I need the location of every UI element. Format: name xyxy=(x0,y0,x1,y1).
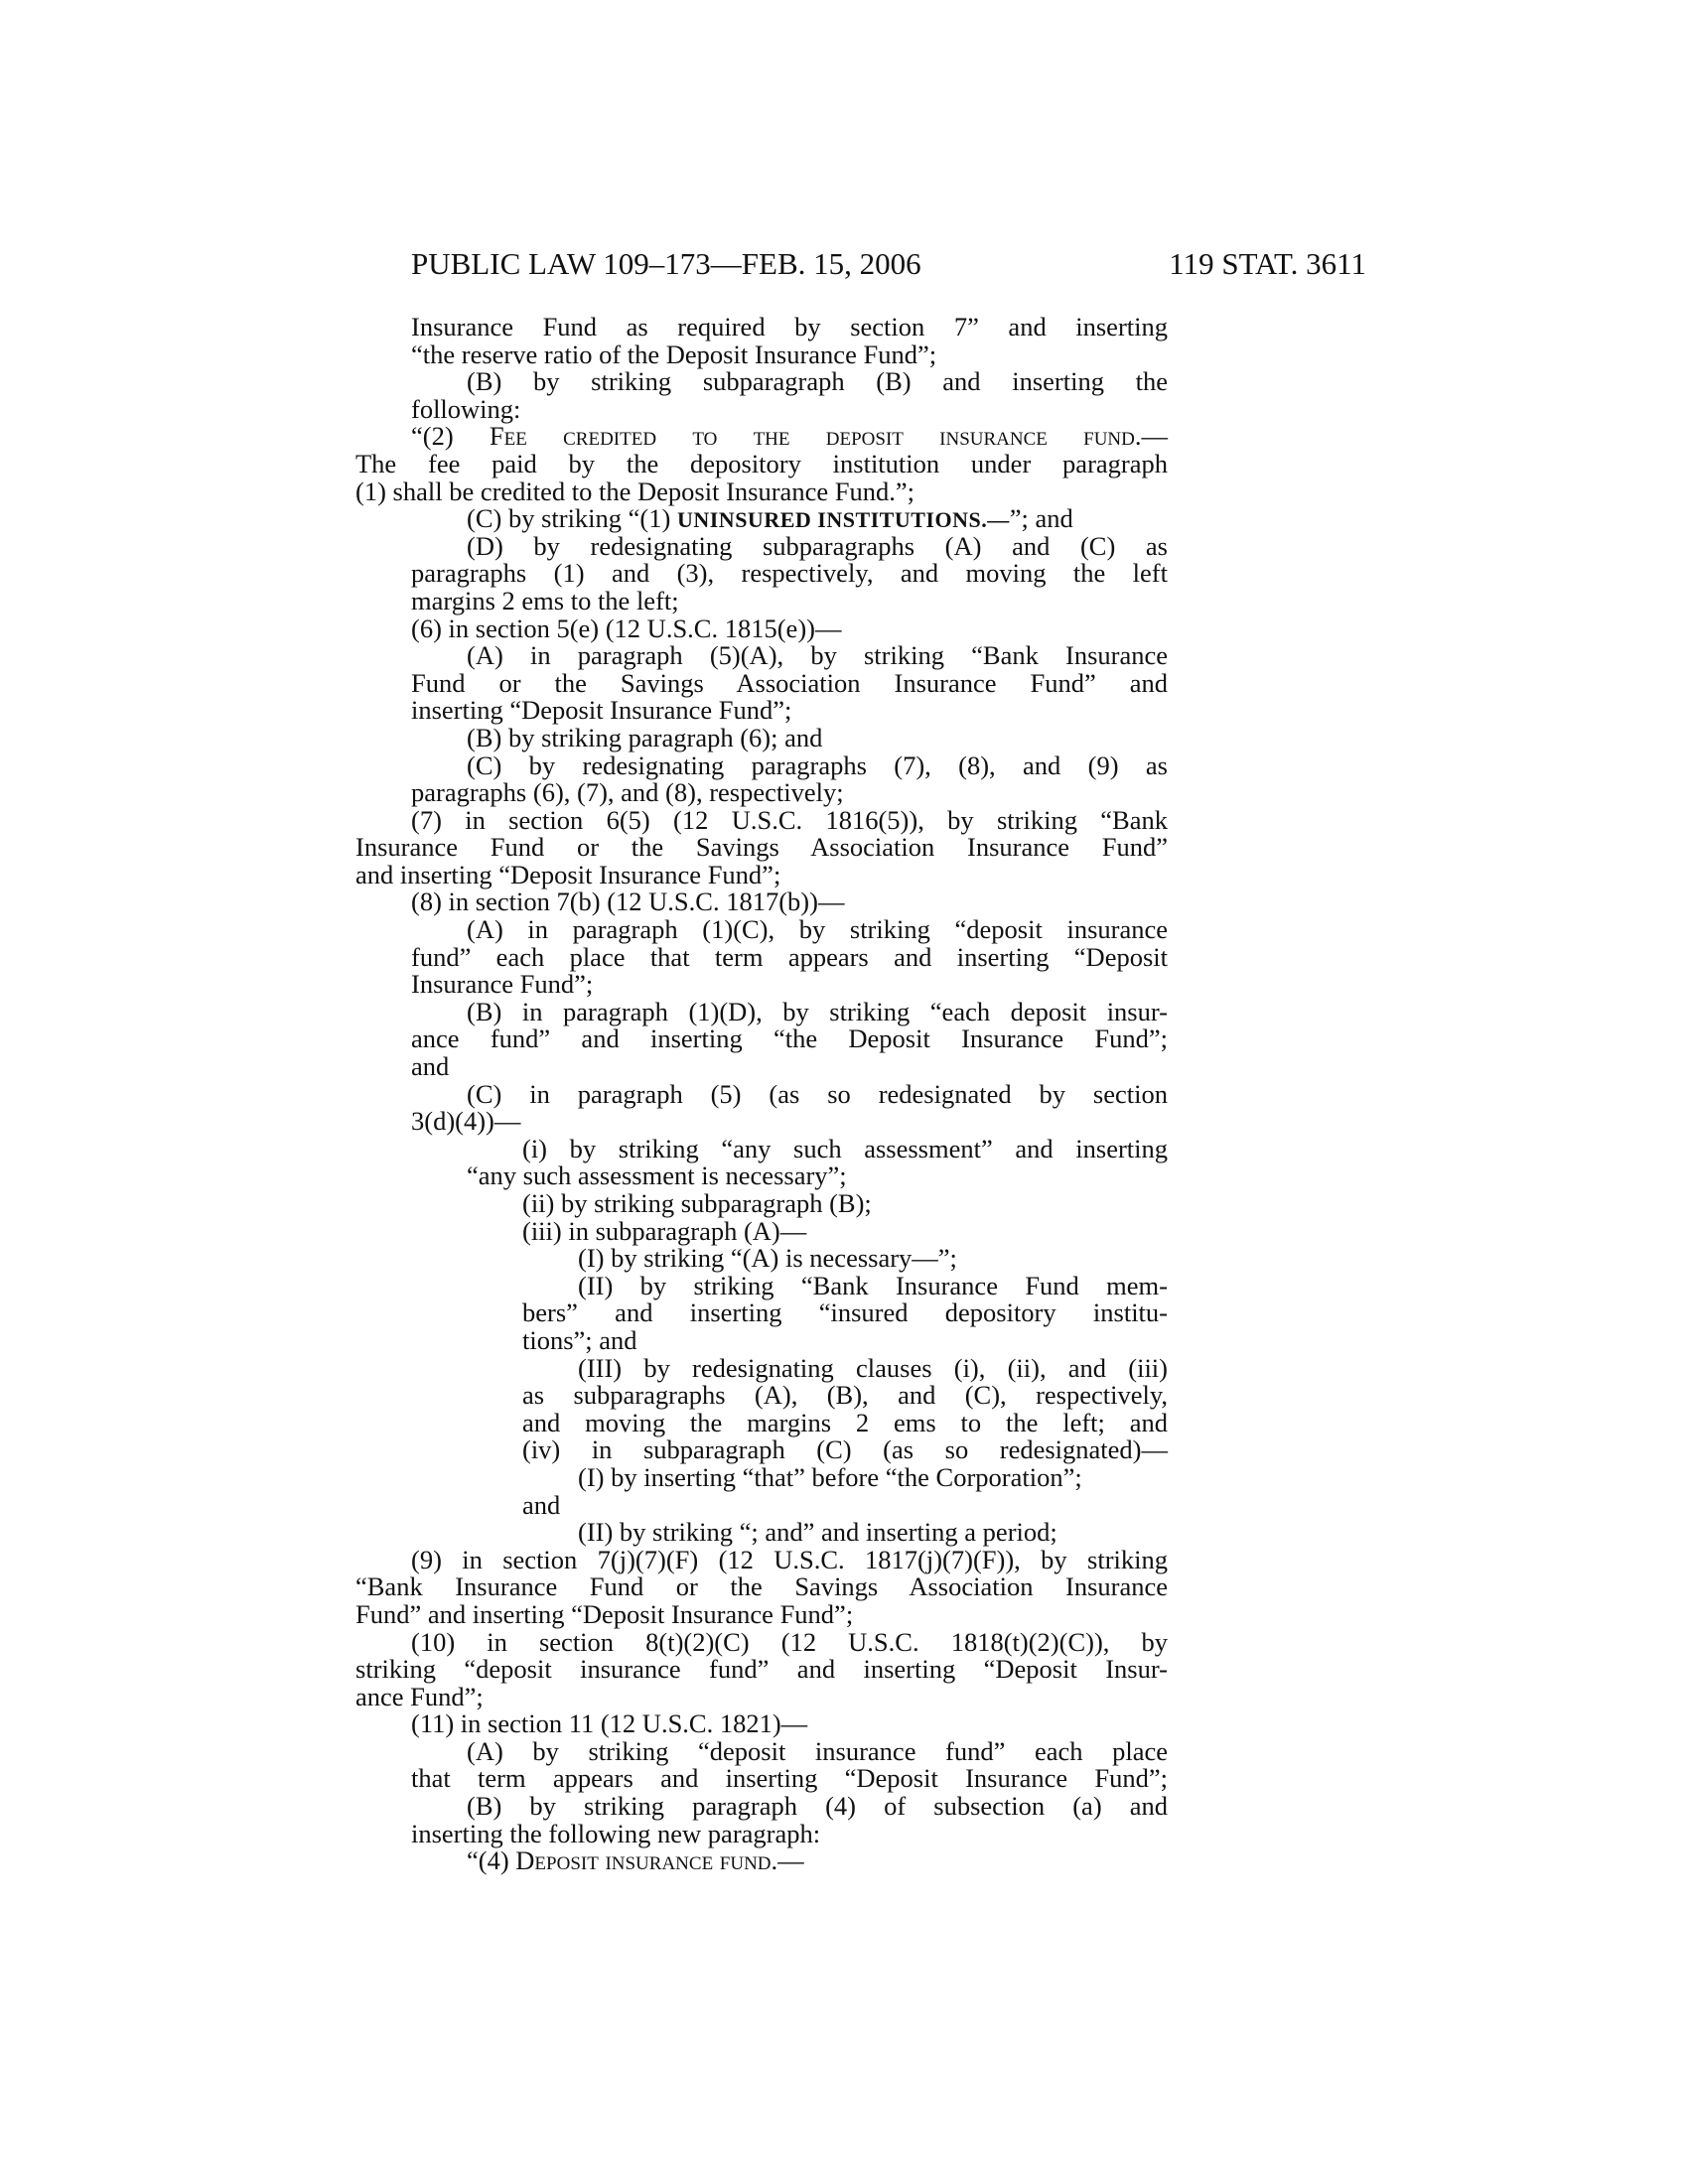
text-line: and xyxy=(411,1051,450,1082)
text-line: (B) by striking subparagraph (B) and inserting the xyxy=(467,366,1168,397)
text-line: (A) in paragraph (1)(C), by striking “deposit insurance xyxy=(467,914,1168,945)
text-line: (D) by redesignating subparagraphs (A) and (C) as xyxy=(467,530,1168,561)
text-line: (iii) in subparagraph (A)— xyxy=(522,1215,807,1246)
text-line: paragraphs (1) and (3), respectively, and moving the left xyxy=(411,558,1168,589)
text-line: (9) in section 7(j)(7)(F) (12 U.S.C. 1817(j)(7)(F)), by striking xyxy=(411,1544,1168,1574)
text-line: and moving the margins 2 ems to the left; and xyxy=(522,1407,1168,1437)
text-line: “any such assessment is necessary”; xyxy=(467,1160,847,1191)
text-line: Insurance Fund”; xyxy=(411,969,594,1000)
text-line: (II) by striking “Bank Insurance Fund mem- xyxy=(578,1270,1168,1300)
text-line: (iv) in subparagraph (C) (as so redesignated)— xyxy=(522,1434,1168,1465)
text-line: (8) in section 7(b) (12 U.S.C. 1817(b))— xyxy=(411,887,845,917)
statute-page-number: 119 STAT. 3611 xyxy=(1169,246,1366,281)
text-line: (6) in section 5(e) (12 U.S.C. 1815(e))— xyxy=(411,613,842,643)
text-line: Insurance Fund or the Savings Association Insurance Fund” xyxy=(355,832,1168,863)
text-line: margins 2 ems to the left; xyxy=(411,585,679,615)
text-line: (11) in section 11 (12 U.S.C. 1821)— xyxy=(411,1708,808,1739)
text-line: ance Fund”; xyxy=(355,1681,484,1711)
text-line: (C) by striking “(1) UNINSURED INSTITUTIONS.—”; and xyxy=(467,503,1073,534)
running-head: PUBLIC LAW 109–173—FEB. 15, 2006 xyxy=(411,246,921,281)
text-line: (B) in paragraph (1)(D), by striking “each deposit insur- xyxy=(467,996,1168,1026)
text-line: (B) by striking paragraph (6); and xyxy=(467,722,823,752)
text-line: “Bank Insurance Fund or the Savings Association Insurance xyxy=(355,1571,1168,1602)
text-line: Fund” and inserting “Deposit Insurance Fund”; xyxy=(355,1598,854,1629)
text-line: (III) by redesignating clauses (i), (ii), and (iii) xyxy=(578,1352,1168,1383)
text-line: (I) by inserting “that” before “the Corporation”; xyxy=(578,1461,1082,1492)
text-line: fund” each place that term appears and inserting “Deposit xyxy=(411,941,1168,972)
page-header xyxy=(411,244,1366,284)
text-line: inserting “Deposit Insurance Fund”; xyxy=(411,695,792,726)
text-line: (B) by striking paragraph (4) of subsection (a) and xyxy=(467,1791,1168,1822)
text-line: and xyxy=(522,1489,561,1520)
text-line: ance fund” and inserting “the Deposit Insurance Fund”; xyxy=(411,1024,1168,1054)
text-line: Insurance Fund as required by section 7” and inserting xyxy=(411,312,1168,341)
text-line: (1) shall be credited to the Deposit Insurance Fund.”; xyxy=(355,476,914,506)
text-line: (C) in paragraph (5) (as so redesignated by section xyxy=(467,1078,1168,1109)
text-line: that term appears and inserting “Deposit Insurance Fund”; xyxy=(411,1763,1168,1794)
statute-text xyxy=(355,314,1168,1875)
text-line: striking “deposit insurance fund” and inserting “Deposit Insur- xyxy=(355,1654,1168,1685)
text-line: (i) by striking “any such assessment” and inserting xyxy=(522,1133,1168,1163)
text-line: (C) by redesignating paragraphs (7), (8), and (9) as xyxy=(467,750,1168,780)
text-line: as subparagraphs (A), (B), and (C), respectively, xyxy=(522,1380,1168,1411)
text-line: tions”; and xyxy=(522,1324,637,1355)
text-line: (ii) by striking subparagraph (B); xyxy=(522,1188,872,1218)
text-line: “(4) Deposit insurance fund.— xyxy=(467,1845,804,1876)
text-line: “the reserve ratio of the Deposit Insurance Fund”; xyxy=(411,339,937,369)
text-line: bers” and inserting “insured depository institu- xyxy=(522,1297,1168,1328)
text-line: “(2) Fee credited to the deposit insurance fund.— xyxy=(411,421,1168,452)
text-line: (A) in paragraph (5)(A), by striking “Bank Insurance xyxy=(467,640,1168,671)
text-line: (A) by striking “deposit insurance fund” each place xyxy=(467,1735,1168,1766)
text-line: (I) by striking “(A) is necessary—”; xyxy=(578,1243,957,1274)
text-line: (II) by striking “; and” and inserting a period; xyxy=(578,1517,1057,1548)
text-line: 3(d)(4))— xyxy=(411,1106,521,1137)
text-line: The fee paid by the depository institution under paragraph xyxy=(355,448,1168,478)
text-line: (10) in section 8(t)(2)(C) (12 U.S.C. 1818(t)(2)(C)), by xyxy=(411,1626,1168,1657)
text-line: following: xyxy=(411,393,521,424)
text-line: and inserting “Deposit Insurance Fund”; xyxy=(355,859,781,889)
text-line: inserting the following new paragraph: xyxy=(411,1818,821,1848)
text-line: (7) in section 6(5) (12 U.S.C. 1816(5)), by striking “Bank xyxy=(411,804,1168,835)
text-line: Fund or the Savings Association Insurance Fund” and xyxy=(411,667,1168,698)
text-line: paragraphs (6), (7), and (8), respectively; xyxy=(411,777,844,808)
